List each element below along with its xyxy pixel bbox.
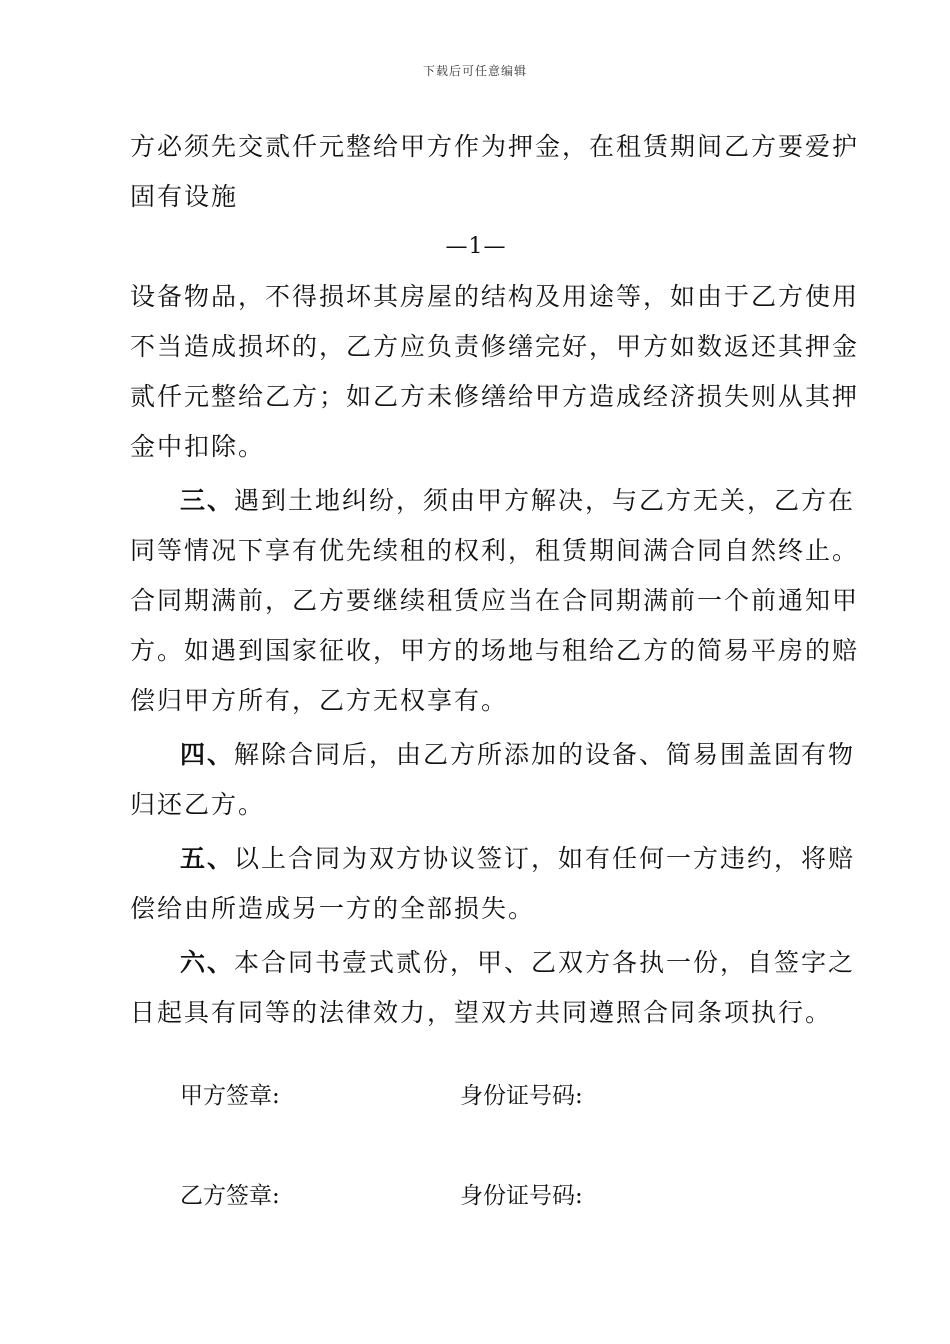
clause-text: 偿给由所造成另一方的全部损失。 (130, 894, 536, 923)
body-line: 不当造成损坏的，乙方应负责修缮完好，甲方如数返还其押金 (130, 332, 860, 361)
clause-text: 遇到土地纠纷，须由甲方解决，与乙方无关，乙方在 (234, 486, 856, 515)
clause-text: 方。如遇到国家征收，甲方的场地与租给乙方的简易平房的赔 (130, 636, 860, 665)
clause-text: 归还乙方。 (130, 790, 266, 819)
clause-text: 合同期满前，乙方要继续租赁应当在合同期满前一个前通知甲 (130, 586, 860, 615)
party-b-id-label: 身份证号码: (460, 1183, 583, 1209)
party-a-signature-label: 甲方签章: (180, 1083, 280, 1109)
clause-text: 日起具有同等的法律效力，望双方共同遵照合同条项执行。 (130, 998, 833, 1027)
clause-text: 以上合同为双方协议签订，如有任何一方违约，将赔 (234, 844, 856, 873)
clause-three (130, 476, 860, 726)
party-b-signature-label: 乙方签章: (180, 1183, 280, 1209)
clause-number: 六、 (180, 948, 235, 977)
party-b-signature-row (180, 1176, 780, 1216)
party-a-id-label: 身份证号码: (460, 1083, 583, 1109)
clause-text: 偿归甲方所有，乙方无权享有。 (130, 686, 509, 715)
page-number: —1— (445, 234, 507, 259)
body-line: 固有设施 (130, 182, 239, 211)
clause-text: 本合同书壹式贰份，甲、乙双方各执一份，自签字之 (234, 948, 856, 977)
clause-six (130, 938, 856, 1038)
clause-number: 四、 (180, 740, 235, 769)
clause-text: 解除合同后，由乙方所添加的设备、简易围盖固有物 (234, 740, 856, 769)
party-a-signature-row (180, 1076, 780, 1116)
clause-number: 五、 (180, 844, 235, 873)
page-header-note: 下载后可任意编辑 (422, 64, 527, 78)
clause-number: 三、 (180, 486, 235, 515)
body-line: 方必须先交贰仟元整给甲方作为押金，在租赁期间乙方要爱护 (130, 132, 860, 161)
body-line: 设备物品，不得损坏其房屋的结构及用途等，如由于乙方使用 (130, 282, 860, 311)
clause-text: 同等情况下享有优先续租的权利，租赁期间满合同自然终止。 (130, 536, 860, 565)
clause-five (130, 834, 856, 934)
body-line: 金中扣除。 (130, 432, 266, 461)
contract-body (130, 122, 860, 1038)
body-line: 贰仟元整给乙方；如乙方未修缮给甲方造成经济损失则从其押 (130, 382, 860, 411)
clause-four (130, 730, 856, 830)
